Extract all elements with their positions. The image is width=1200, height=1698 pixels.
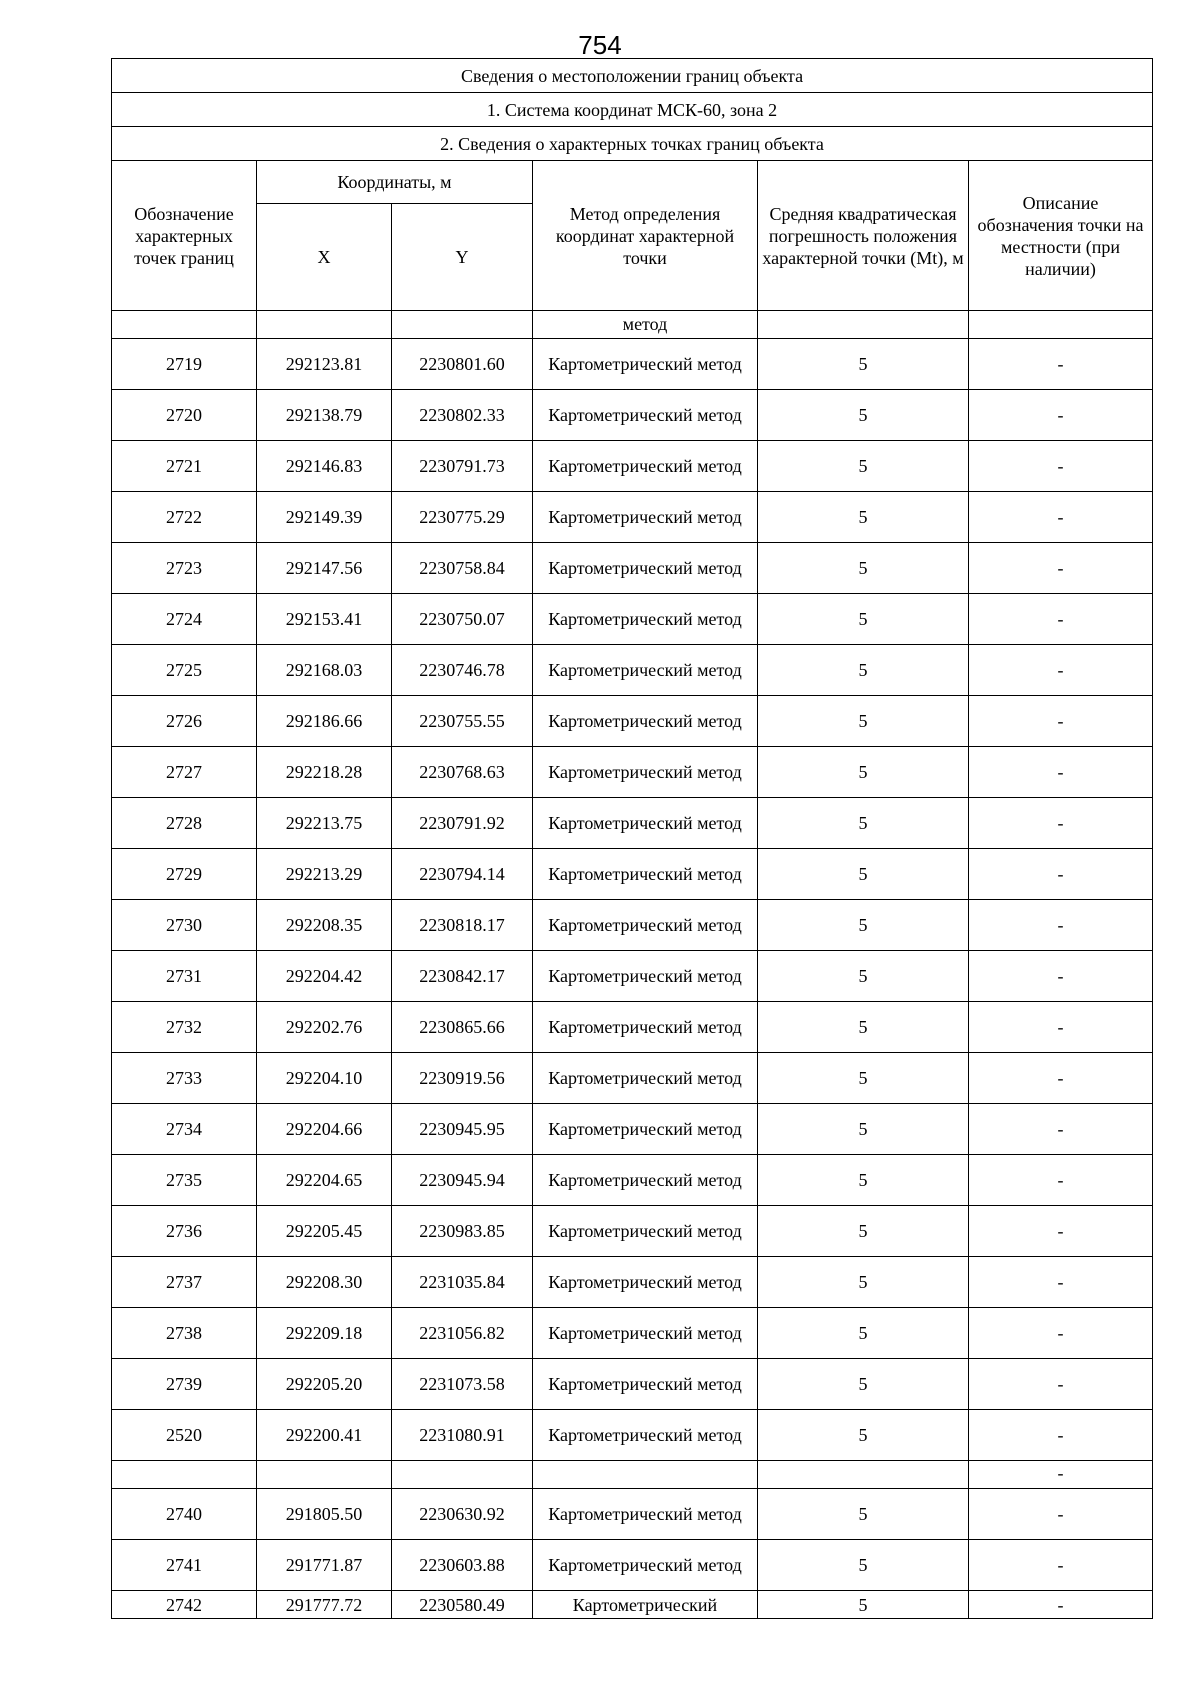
point-id: 2737 [112,1257,257,1308]
method: Картометрический метод [533,1206,758,1257]
header-designation: Обозначение характерных точек границ [112,161,257,311]
cell-empty [257,311,392,339]
coord-x: 292147.56 [257,543,392,594]
error: 5 [758,1359,969,1410]
point-id: 2739 [112,1359,257,1410]
method: Картометрический метод [533,1410,758,1461]
table-row [112,1359,1153,1410]
description: - [969,594,1153,645]
coord-y: 2231073.58 [392,1359,533,1410]
error: 5 [758,1206,969,1257]
description: - [969,492,1153,543]
method: Картометрический метод [533,1053,758,1104]
error: 5 [758,1053,969,1104]
error: 5 [758,951,969,1002]
error: 5 [758,594,969,645]
coord-y: 2230865.66 [392,1002,533,1053]
coord-y: 2230801.60 [392,339,533,390]
table-row [112,900,1153,951]
description: - [969,441,1153,492]
coord-y: 2231080.91 [392,1410,533,1461]
coord-y: 2231056.82 [392,1308,533,1359]
coord-x: 292200.41 [257,1410,392,1461]
method: Картометрический метод [533,339,758,390]
error: 5 [758,543,969,594]
error: 5 [758,900,969,951]
header-y: Y [392,204,533,311]
point-id: 2520 [112,1410,257,1461]
table-row [112,849,1153,900]
table-row [112,798,1153,849]
description: - [969,645,1153,696]
error: 5 [758,1308,969,1359]
method: Картометрический метод [533,696,758,747]
table-row [112,1410,1153,1461]
cell-empty [533,1461,758,1489]
description: - [969,1053,1153,1104]
coord-y: 2230983.85 [392,1206,533,1257]
point-id: 2724 [112,594,257,645]
coord-y: 2230755.55 [392,696,533,747]
method: Картометрический метод [533,1002,758,1053]
table-row [112,492,1153,543]
coord-y: 2230818.17 [392,900,533,951]
cell-empty [257,1461,392,1489]
coord-x: 291805.50 [257,1489,392,1540]
error: 5 [758,849,969,900]
coord-x: 292204.66 [257,1104,392,1155]
coord-y: 2230794.14 [392,849,533,900]
coord-x: 291771.87 [257,1540,392,1591]
method: Картометрический метод [533,645,758,696]
coord-x: 292168.03 [257,645,392,696]
coord-x: 292138.79 [257,390,392,441]
method: Картометрический метод [533,1155,758,1206]
table-row [112,543,1153,594]
page-number: 754 [578,30,622,60]
coord-y: 2230802.33 [392,390,533,441]
header-x: X [257,204,392,311]
cell-empty [112,311,257,339]
method: Картометрический метод [533,1104,758,1155]
error: 5 [758,339,969,390]
description: - [969,390,1153,441]
coord-x: 292208.35 [257,900,392,951]
separator-row [112,1461,1153,1489]
table-row [112,696,1153,747]
table-row [112,441,1153,492]
error: 5 [758,645,969,696]
header-row-1 [112,161,1153,204]
description: - [969,1359,1153,1410]
coord-y: 2230945.95 [392,1104,533,1155]
description: - [969,849,1153,900]
method: Картометрический метод [533,1489,758,1540]
description: - [969,951,1153,1002]
coordinate-system-title: 1. Система координат МСК-60, зона 2 [112,93,1153,127]
method: Картометрический метод [533,1308,758,1359]
error: 5 [758,798,969,849]
table-row [112,1206,1153,1257]
description: - [969,1206,1153,1257]
description: - [969,1002,1153,1053]
table-row [112,1308,1153,1359]
point-id: 2719 [112,339,257,390]
coord-y: 2230746.78 [392,645,533,696]
coord-x: 292204.42 [257,951,392,1002]
error: 5 [758,1002,969,1053]
table-row [112,1257,1153,1308]
title-row-system [112,93,1153,127]
table-row [112,1489,1153,1540]
point-id: 2740 [112,1489,257,1540]
method: Картометрический метод [533,1540,758,1591]
coord-x: 292205.45 [257,1206,392,1257]
error: 5 [758,1410,969,1461]
coord-x: 292218.28 [257,747,392,798]
coord-y: 2230842.17 [392,951,533,1002]
coord-y: 2230945.94 [392,1155,533,1206]
point-id: 2735 [112,1155,257,1206]
coord-x: 292186.66 [257,696,392,747]
boundary-points-table [111,58,1153,1619]
coord-y: 2230603.88 [392,1540,533,1591]
table-row [112,951,1153,1002]
cell-empty [758,1461,969,1489]
table-row [112,594,1153,645]
coord-x: 291777.72 [257,1591,392,1619]
coord-y: 2230791.73 [392,441,533,492]
cell-empty [392,1461,533,1489]
coord-x: 292205.20 [257,1359,392,1410]
continuation-method: метод [533,311,758,339]
continuation-row [112,311,1153,339]
method: Картометрический метод [533,390,758,441]
error: 5 [758,492,969,543]
point-id: 2732 [112,1002,257,1053]
error: 5 [758,441,969,492]
point-id: 2727 [112,747,257,798]
error: 5 [758,1540,969,1591]
cell-empty [969,311,1153,339]
error: 5 [758,747,969,798]
coord-y: 2230758.84 [392,543,533,594]
method: Картометрический метод [533,798,758,849]
error: 5 [758,1155,969,1206]
description: - [969,798,1153,849]
coord-x: 292209.18 [257,1308,392,1359]
point-id: 2741 [112,1540,257,1591]
description: - [969,1257,1153,1308]
header-method: Метод определения координат характерной точки [533,161,758,311]
description: - [969,747,1153,798]
method: Картометрический метод [533,900,758,951]
coord-x: 292123.81 [257,339,392,390]
error: 5 [758,696,969,747]
error: 5 [758,390,969,441]
title-row-points [112,127,1153,161]
description: - [969,1489,1153,1540]
method: Картометрический метод [533,1257,758,1308]
points-section-title: 2. Сведения о характерных точках границ объекта [112,127,1153,161]
description: - [969,1104,1153,1155]
error: 5 [758,1591,969,1619]
method: Картометрический [533,1591,758,1619]
table-row [112,1002,1153,1053]
method: Картометрический метод [533,849,758,900]
table-title-main: Сведения о местоположении границ объекта [112,59,1153,93]
point-id: 2729 [112,849,257,900]
description: - [969,1308,1153,1359]
table-row [112,390,1153,441]
coord-x: 292208.30 [257,1257,392,1308]
coord-y: 2230630.92 [392,1489,533,1540]
coord-x: 292204.65 [257,1155,392,1206]
coord-y: 2230775.29 [392,492,533,543]
coord-y: 2230919.56 [392,1053,533,1104]
method: Картометрический метод [533,492,758,543]
description: - [969,1155,1153,1206]
coord-y: 2230750.07 [392,594,533,645]
coord-x: 292204.10 [257,1053,392,1104]
point-id: 2725 [112,645,257,696]
cell-empty [112,1461,257,1489]
point-id: 2726 [112,696,257,747]
error: 5 [758,1257,969,1308]
coord-x: 292202.76 [257,1002,392,1053]
coord-x: 292146.83 [257,441,392,492]
description: - [969,900,1153,951]
table-row [112,339,1153,390]
cell-empty [758,311,969,339]
header-coordinates: Координаты, м [257,161,533,204]
description: - [969,339,1153,390]
coord-y: 2230580.49 [392,1591,533,1619]
table-row-last [112,1591,1153,1619]
coord-y: 2230768.63 [392,747,533,798]
point-id: 2722 [112,492,257,543]
title-row-main [112,59,1153,93]
coord-x: 292213.75 [257,798,392,849]
table-row [112,747,1153,798]
table-row [112,1540,1153,1591]
point-id: 2736 [112,1206,257,1257]
separator-description: - [969,1461,1153,1489]
coord-x: 292153.41 [257,594,392,645]
point-id: 2728 [112,798,257,849]
description: - [969,1591,1153,1619]
method: Картометрический метод [533,1359,758,1410]
method: Картометрический метод [533,441,758,492]
point-id: 2730 [112,900,257,951]
point-id: 2723 [112,543,257,594]
method: Картометрический метод [533,543,758,594]
point-id: 2738 [112,1308,257,1359]
method: Картометрический метод [533,594,758,645]
point-id: 2731 [112,951,257,1002]
method: Картометрический метод [533,747,758,798]
table-row [112,645,1153,696]
coord-y: 2230791.92 [392,798,533,849]
coord-y: 2231035.84 [392,1257,533,1308]
point-id: 2721 [112,441,257,492]
table-row [112,1155,1153,1206]
point-id: 2734 [112,1104,257,1155]
description: - [969,696,1153,747]
cell-empty [392,311,533,339]
error: 5 [758,1489,969,1540]
method: Картометрический метод [533,951,758,1002]
point-id: 2720 [112,390,257,441]
coord-x: 292149.39 [257,492,392,543]
header-error: Средняя квадратическая погрешность положения характерной точки (Mt), м [758,161,969,311]
error: 5 [758,1104,969,1155]
description: - [969,1540,1153,1591]
coord-x: 292213.29 [257,849,392,900]
point-id: 2733 [112,1053,257,1104]
header-description: Описание обозначения точки на местности (при наличии) [969,161,1153,311]
description: - [969,1410,1153,1461]
table-row [112,1053,1153,1104]
point-id: 2742 [112,1591,257,1619]
description: - [969,543,1153,594]
table-row [112,1104,1153,1155]
